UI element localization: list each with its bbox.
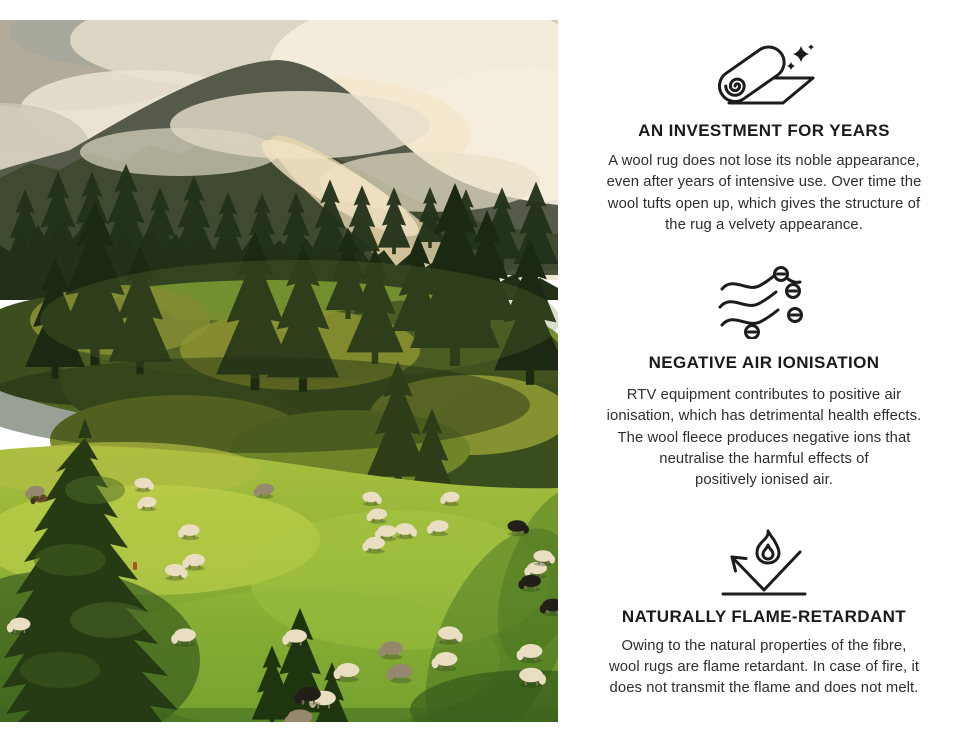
flame-deflect-icon — [716, 527, 812, 601]
feature-flame-retardant — [562, 527, 966, 700]
air-waves-negative-ions-icon — [714, 265, 814, 339]
feature-body: A wool rug does not lose its noble appearance, even after years of intensive use. Over time the wool tufts open up, which gives the structure of the rug a velvety appearance. — [606, 153, 922, 233]
rolled-rug-sparkle-icon — [705, 42, 823, 110]
feature-body: RTV equipment contributes to positive air ionisation, which has detrimental health effects. The wool fleece produces negative ions that neutralise the harmful effects of positively ionised air. — [606, 387, 922, 489]
features-panel — [558, 0, 970, 740]
meadow-photo-scene — [0, 20, 558, 722]
feature-title: AN INVESTMENT FOR YEARS — [638, 121, 890, 140]
meadow-photo — [0, 20, 558, 722]
sparkles-icon — [787, 44, 814, 70]
feature-ionisation — [562, 265, 966, 491]
feature-investment — [562, 42, 966, 236]
feature-body: Owing to the natural properties of the fibre, wool rugs are flame retardant. In case of fire, it does not transmit the flame and does not melt. — [608, 637, 920, 697]
feature-title: NEGATIVE AIR IONISATION — [648, 353, 880, 373]
small-red-figure — [133, 562, 137, 570]
feature-title: NATURALLY FLAME-RETARDANT — [621, 606, 907, 626]
